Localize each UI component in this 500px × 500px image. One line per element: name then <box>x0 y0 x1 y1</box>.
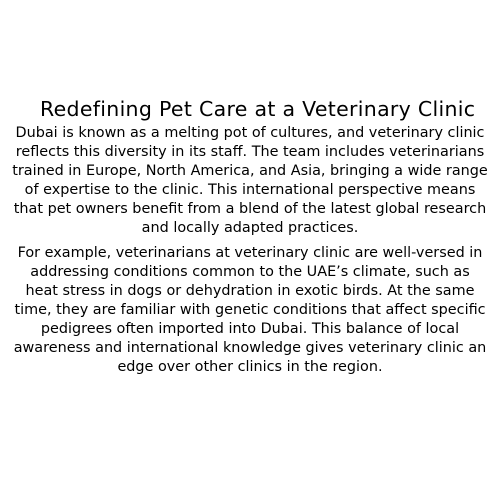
article-paragraph-1: Dubai is known as a melting pot of cultures, and veterinary clinic reflects this diversity in its staff. The team includes veterinarians trained in Europe, North America, and Asia, bringing a wide range of expertise to the clinic. This international perspective means that pet owners benefit from a blend of the latest global research and locally adapted practices. <box>12 125 488 236</box>
article-title: Redefining Pet Care at a Veterinary Clinic <box>40 97 476 121</box>
article-paragraph-2: For example, veterinarians at veterinary clinic are well-versed in addressing conditions common to the UAE’s climate, such as heat stress in dogs or dehydration in exotic birds. At the same time, they are familiar with genetic conditions that affect specific pedigrees often imported into Dubai. This balance of local awareness and international knowledge gives veterinary clinic an edge over other clinics in the region. <box>13 245 487 375</box>
article <box>12 96 488 377</box>
